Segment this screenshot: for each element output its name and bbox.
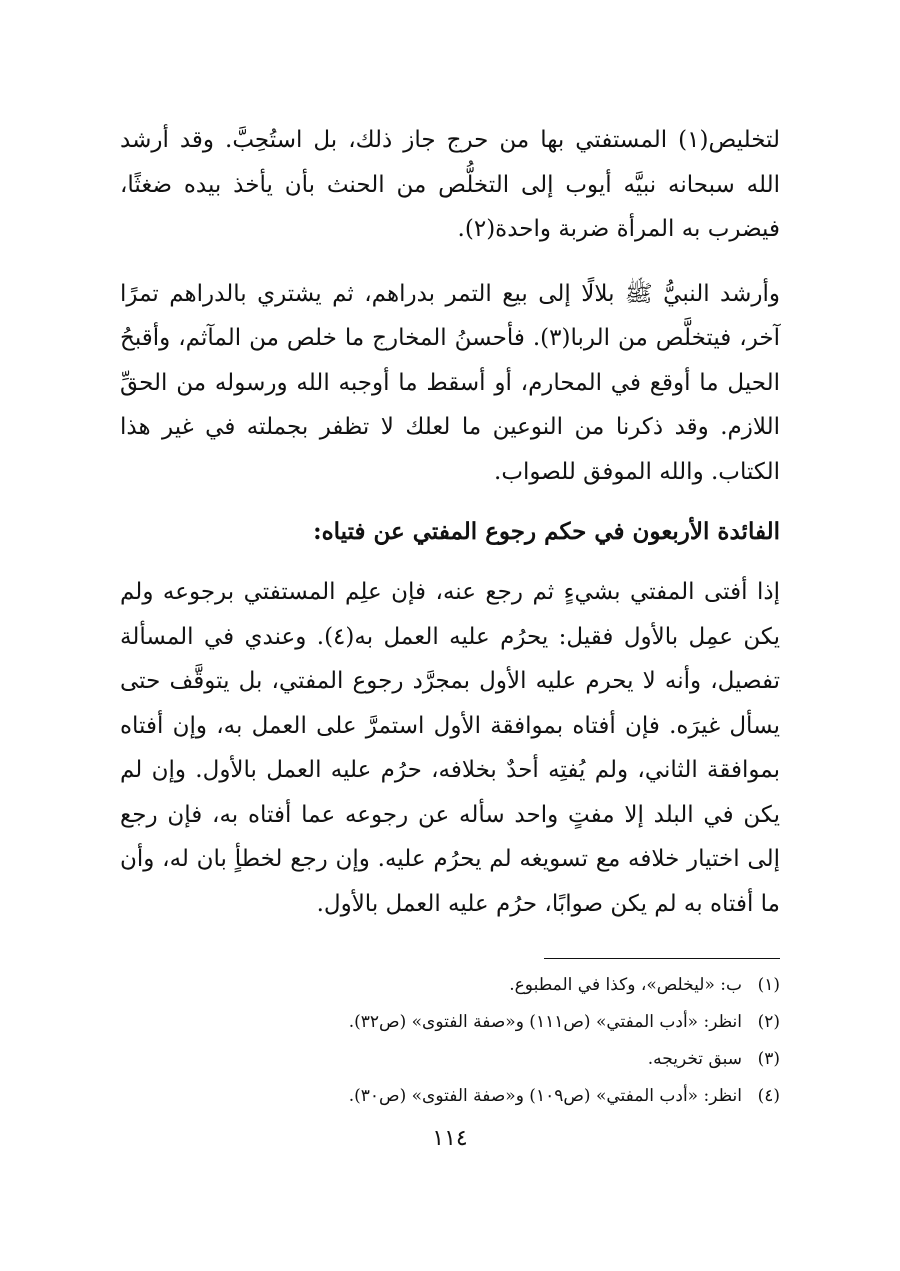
footnote-number: (٢) — [757, 1012, 780, 1032]
footnote-number: (١) — [757, 975, 780, 995]
footnotes-list — [120, 967, 780, 1115]
section-heading: الفائدة الأربعون في حكم رجوع المفتي عن فتياه: — [313, 518, 780, 545]
footnote-number: (٣) — [757, 1049, 780, 1069]
footnote-number: (٤) — [757, 1086, 780, 1106]
body-paragraph-1: لتخليص(١) المستفتي بها من حرج جاز ذلك، بل استُحِبَّ. وقد أرشد الله سبحانه نبيَّه أيوب إلى التخلُّص من الحنث بأن يأخذ بيده ضغثًا، فيضرب به المرأة ضربة واحدة(٢). — [120, 127, 780, 242]
page-number: ١١٤ — [432, 1126, 468, 1151]
footnote-text: سبق تخريجه. — [647, 1049, 742, 1069]
footnote — [120, 967, 780, 1004]
footnote — [120, 1004, 780, 1041]
footnote-text: انظر: «أدب المفتي» (ص١١١) و«صفة الفتوى» (ص٣٢). — [348, 1012, 742, 1032]
footnote — [120, 1041, 780, 1078]
section-paragraph: إذا أفتى المفتي بشيءٍ ثم رجع عنه، فإن علِم المستفتي برجوعه ولم يكن عمِل بالأول فقيل: يحرُم عليه العمل به(٤). وعندي في المسألة تفصيل، وأنه لا يحرم عليه الأول بمجرَّد رجوع المفتي، بل يتوقَّف حتى يسأل غيرَه. فإن أفتاه بموافقة الأول استمرَّ على العمل به، وإن أفتاه بموافقة الثاني، ولم يُفتِه أحدٌ بخلافه، حرُم عليه العمل بالأول. وإن لم يكن في البلد إلا مفتٍ واحد سأله عن رجوعه عما أفتاه به، فإن رجع إلى اختيار خلافه مع تسويغه لم يحرُم عليه. وإن رجع لخطأٍ بان له، وأن ما أفتاه به لم يكن صوابًا، حرُم عليه العمل بالأول. — [120, 579, 780, 917]
footnote-separator — [544, 958, 780, 959]
footnote-text: انظر: «أدب المفتي» (ص١٠٩) و«صفة الفتوى» (ص٣٠). — [348, 1086, 742, 1106]
footnote-text: ب: «ليخلص»، وكذا في المطبوع. — [509, 975, 742, 995]
page-body — [120, 118, 780, 1115]
body-paragraph-2: وأرشد النبيُّ ﷺ بلالًا إلى بيع التمر بدراهم، ثم يشتري بالدراهم تمرًا آخر، فيتخلَّص من الربا(٣). فأحسنُ المخارج ما خلص من المآثم، وأقبحُ الحيل ما أوقع في المحارم، أو أسقط ما أوجبه الله ورسوله من الحقِّ اللازم. وقد ذكرنا من النوعين ما لعلك لا تظفر بجملته في غير هذا الكتاب. والله الموفق للصواب. — [120, 280, 781, 485]
footnote — [120, 1078, 780, 1115]
